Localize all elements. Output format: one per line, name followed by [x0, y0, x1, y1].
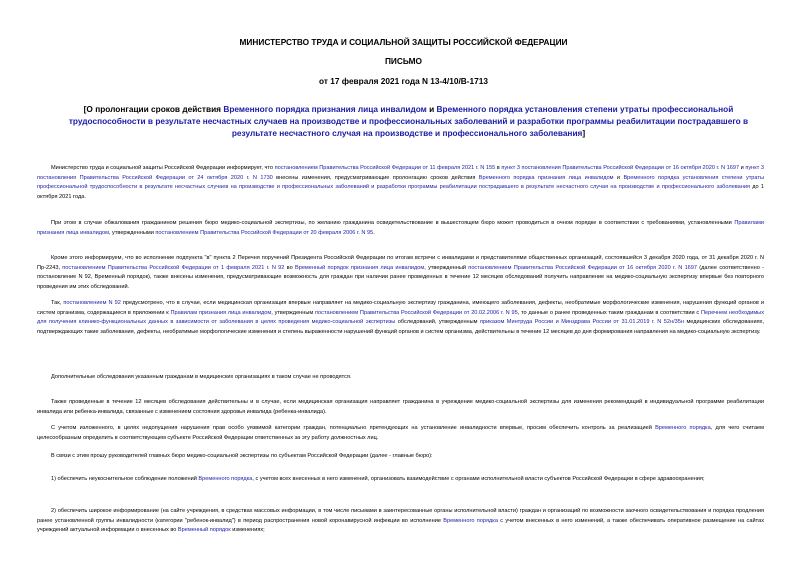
text: внесены изменения, предусматривающие пролонгацию сроков действия — [272, 174, 479, 181]
link-temporary-procedure[interactable]: Временного порядка — [198, 476, 253, 482]
text: 2) обеспечить широкое информирование (на сайте учреждения, в средствах массовых информации, в том числе письмами в заинтересованные органы исполнительной власти) граждан и организаций по возможности заочного освидетельствования и порядка продления ранее установленной группы инвалидности (категории "ребенок-инвалид") в период распространения новой коронавирусной инфекции во исполнение — [37, 508, 764, 524]
text: При этом в случае обжалования гражданином решения бюро медико-социальной экспертизы, по желанию гражданина освидетельствование в вышестоящем бюро может проводиться в очном порядке в соответствии с требованиями, установленными — [51, 220, 735, 226]
text: , утвержденными — [108, 229, 156, 236]
text: , то данные о ранее проведенных таким гражданам в соответствии с — [517, 309, 701, 316]
link-decree-1697-p3[interactable]: пункт 3 постановления Правительства Российской Федерации от 16 октября 2020 г. N 1697 — [501, 165, 740, 171]
link-decree-1730-p3[interactable]: пункт 3 постановления Правительства Российской Федерации от 24 октября 2020 г. N 1730 — [37, 165, 764, 181]
text: , утвержденный — [424, 264, 469, 271]
document-type: ПИСЬМО — [384, 56, 423, 66]
link-decree-1697[interactable]: постановлением Правительства Российской Федерации от 16 октября 2020 г. N 1697 — [468, 264, 698, 271]
paragraph-8: В связи с этим прошу руководителей главных бюро медико-социальной экспертизы по субъектам Российской Федерации (далее - главные бюро): — [51, 453, 433, 459]
link-order-52n-35n[interactable]: приказом Минтруда России и Минздрава России от 31.01.2019 г. N 52н/35н — [479, 319, 684, 326]
text: во — [284, 264, 295, 271]
link-disability-procedure[interactable]: Временного порядка установления степени утраты профессиональной трудоспособности в результате несчастных случаев на производстве и профессиональных заболеваний и разработки программы реабилитации пострадавшего в результате несчастного случая на производстве и профессионального заболевания — [37, 174, 764, 191]
text: в — [495, 165, 502, 171]
link-decree-92[interactable]: постановлением N 92 — [63, 300, 121, 306]
text: . — [373, 229, 375, 236]
document-date-number: от 17 февраля 2021 года N 13-4/10/В-1713 — [319, 76, 488, 86]
text: предусмотрено, что в случае, если медицинская организация впервые направляет на медико-социальную экспертизу гражданина, имеющего заболевания, дефекты, необратимые морфологические изменения, нарушения функций органов и систем организма, содержащиеся в приложении к — [37, 300, 764, 316]
paragraph-4 — [37, 299, 764, 337]
title-text: [О пролонгации сроков действия — [83, 104, 224, 114]
text: , утвержденным — [271, 309, 316, 316]
title-text: и — [426, 104, 437, 114]
text: и — [613, 174, 624, 181]
link-decree-95[interactable]: постановлением Правительства Российской Федерации от 20.02.2006 г. N 95 — [315, 309, 518, 316]
paragraph-1 — [37, 164, 764, 202]
text: (далее соответственно - постановление N 92, Временный порядок), также внесены изменения, предусматривающие возможность для граждан при наличии ранее проведенных в течение 12 месяцев обследований получить направление на медико-социальную экспертизу впервые без повторного проведения им этих обследований. — [37, 264, 764, 290]
text: обследований, утвержденным — [395, 319, 480, 326]
link-decree-155[interactable]: постановлением Правительства Российской Федерации от 11 февраля 2021 г. N 155 — [274, 165, 496, 171]
text: Министерство труда и социальной защиты Российской Федерации информирует, что — [51, 165, 275, 171]
link-temporary-procedure[interactable]: Временного порядка признания лица инвалидом — [478, 174, 614, 181]
text: 1) обеспечить неукоснительное соблюдение положений — [51, 476, 199, 482]
text: медицинских обследованиях, подтверждающих такие заболевания, дефекты, необратимые морфологические изменения и степень выраженности нарушений функций органов и систем организма, действительны в течение 12 месяцев до дня формирования направления на медико-социальную экспертизу. — [37, 319, 765, 335]
link-decree-92[interactable]: постановлением Правительства Российской Федерации от 1 февраля 2021 г. N 92 — [62, 264, 285, 271]
paragraph-3 — [37, 254, 764, 292]
title-text: ] — [582, 128, 586, 138]
link-temporary-procedure[interactable]: Временного порядка — [443, 517, 498, 524]
paragraph-2 — [37, 219, 764, 238]
paragraph-10 — [37, 507, 764, 536]
paragraph-9 — [37, 475, 764, 485]
text: Кроме этого информируем, что во исполнение подпункта "в" пункта 2 Перечня поручений Президента Российской Федерации по итогам встречи с инвалидами и представителями общественных организаций, состоявшейся 3 декабря 2020 года, от 31 декабря 2020 г. N Пр-2243, — [37, 255, 764, 271]
link-temporary-procedure[interactable]: Временный порядок — [177, 527, 231, 534]
text: С учетом изложенного, в целях недопущения нарушения прав особо уязвимой категории граждан, потенциально претендующих на установление инвалидности впервые, просим обеспечить контроль за реализацией — [51, 425, 656, 431]
text: изменениях; — [230, 527, 265, 534]
paragraph-5: Дополнительные обследования указанным гражданам в медицинских организациях в таком случае не проводятся. — [51, 374, 352, 380]
paragraph-7 — [37, 424, 764, 443]
link-decree-95[interactable]: постановлением Правительства Российской Федерации от 20 февраля 2006 г. N 95 — [155, 229, 374, 236]
text: Так, — [51, 300, 64, 306]
link-rules-disability[interactable]: Правилам признания лица инвалидом — [170, 309, 272, 316]
text: и — [739, 165, 746, 171]
title-link-temporary-procedure[interactable]: Временного порядка признания лица инвалидом — [223, 104, 427, 114]
text: , для чего считаем целесообразным определить в соответствующем субъекте Российской Федерации ответственных за эту работу должностных лиц. — [37, 425, 765, 441]
text: с учетом внесенных в него изменений, а также обеспечивать оперативное размещение на сайтах учреждений актуальной информации о внесенных во — [37, 517, 764, 534]
link-rules-disability[interactable]: Правилами признания лица инвалидом — [37, 220, 764, 236]
link-temporary-procedure[interactable]: Временного порядка — [655, 425, 711, 431]
link-examinations-list[interactable]: Перечнем необходимых для получения клинико-функциональных данных в зависимости от заболевания в целях проведения медико-социальной экспертизы — [37, 309, 764, 326]
document-title — [53, 103, 764, 139]
paragraph-6: Также проведенные в течение 12 месяцев обследования действительны и в случае, если медицинская организация направляет гражданина в учреждение медико-социальной экспертизы для изменения рекомендаций в индивидуальной программе реабилитации инвалида или ребенка-инвалида, связанные с изменением состояния здоровья инвалида (ребенка-инвалида). — [37, 399, 764, 415]
text: , с учетом всех внесенных в него изменений, организовать взаимодействие с органами исполнительной власти субъектов Российской Федерации в сфере здравоохранения; — [252, 476, 705, 482]
text: до 1 октября 2021 года. — [37, 184, 764, 200]
link-temporary-procedure[interactable]: Временный порядок признания лица инвалидом — [294, 264, 425, 271]
ministry-heading: МИНИСТЕРСТВО ТРУДА И СОЦИАЛЬНОЙ ЗАЩИТЫ РОССИЙСКОЙ ФЕДЕРАЦИИ — [239, 37, 568, 47]
title-link-disability-procedure[interactable]: Временного порядка установления степени утраты профессиональной трудоспособности в результате несчастных случаев на производстве и профессиональных заболеваний и разработки программы реабилитации пострадавшего в результате несчастного случая на производстве и профессионального заболевания — [68, 104, 749, 138]
